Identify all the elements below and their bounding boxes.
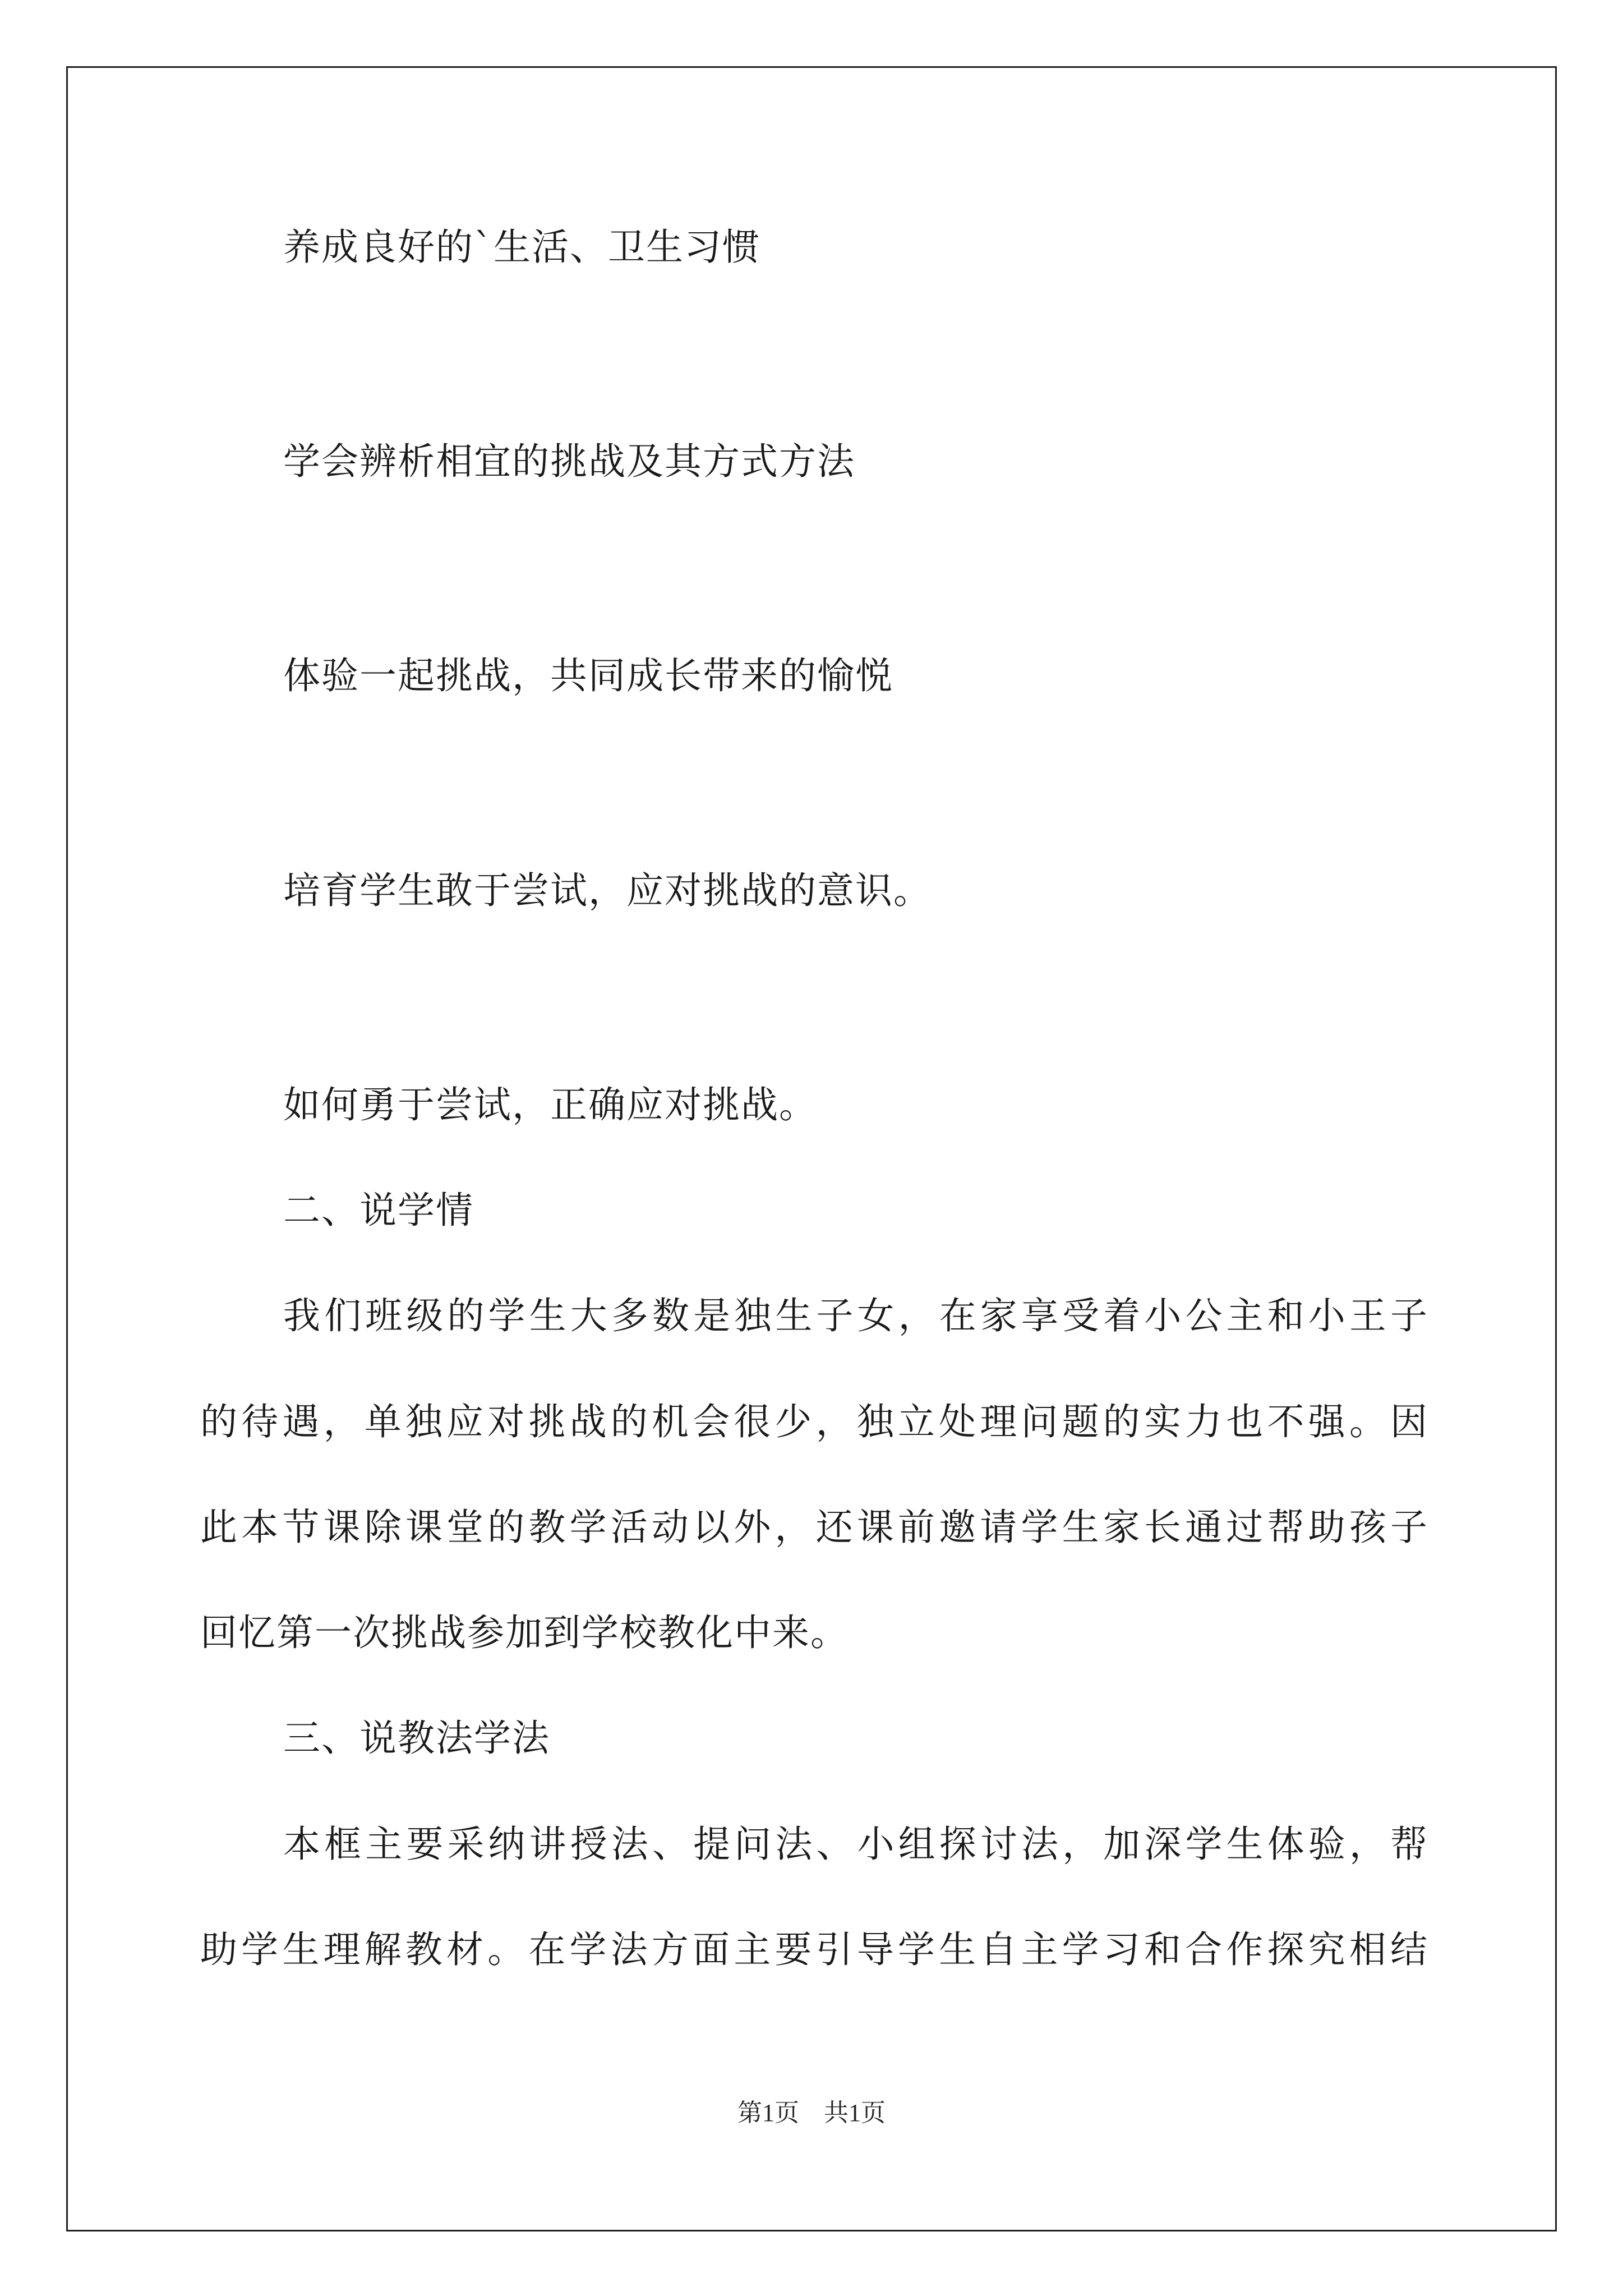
paragraph-key-difficulty: 如何勇于尝试，正确应对挑战。 — [283, 1083, 817, 1126]
jiaofa-line: 助学生理解教材。在学法方面主要引导学生自主学习和合作探究相结 — [200, 1928, 1428, 1971]
section-heading-xueqing: 二、说学情 — [283, 1189, 474, 1232]
paragraph-growth-joy: 体验一起挑战，共同成长带来的愉悦 — [283, 654, 893, 697]
page-number: 第1页 — [737, 2099, 799, 2127]
paragraph-habits: 养成良好的`生活、卫生习惯 — [283, 226, 760, 269]
page-border — [66, 66, 1557, 2231]
xueqing-line: 我们班级的学生大多数是独生子女，在家享受着小公主和小王子 — [283, 1294, 1428, 1337]
section-heading-jiaofa: 三、说教法学法 — [283, 1717, 550, 1760]
page-footer — [0, 2101, 1623, 2125]
xueqing-line: 此本节课除课堂的教学活动以外，还课前邀请学生家长通过帮助孩子 — [200, 1506, 1428, 1549]
jiaofa-line: 本框主要采纳讲授法、提问法、小组探讨法，加深学生体验，帮 — [283, 1823, 1428, 1866]
page-total: 共1页 — [824, 2099, 886, 2127]
xueqing-line: 的待遇，单独应对挑战的机会很少，独立处理问题的实力也不强。因 — [200, 1400, 1428, 1443]
paragraph-challenge-methods: 学会辨析相宜的挑战及其方式方法 — [283, 440, 855, 483]
paragraph-try-awareness: 培育学生敢于尝试，应对挑战的意识。 — [283, 869, 932, 912]
xueqing-line: 回忆第一次挑战参加到学校教化中来。 — [200, 1611, 849, 1654]
